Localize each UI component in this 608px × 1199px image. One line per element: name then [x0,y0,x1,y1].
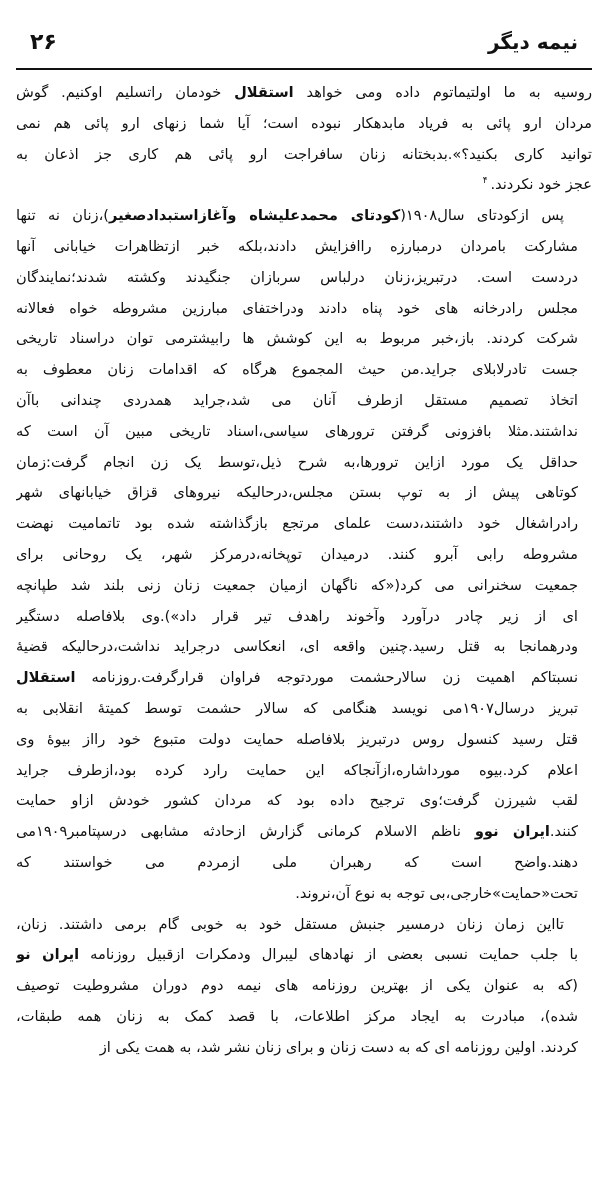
emphasized-text: استقلال [16,669,76,687]
body-text [16,78,592,1064]
text-line: دردست است. درتبریز،زنان درلباس سربازان جنگیدند وکشته شدند؛نمایندگان [16,268,578,286]
text-line: با جلب حمایت نسبی بعضی از نهادهای لیبرال ودمکرات ازقبیل روزنامه ایران نو [16,946,579,964]
emphasized-text: ایران نو [16,946,80,964]
text-line: شرکت کردند. باز،خبر مربوط به این کوشش ها رابیشترمی توان دراسناد تاریخی [16,330,578,348]
paragraph-p2 [16,201,592,909]
footnote-marker: ۴ [482,176,491,187]
text-line: قتل رسید کنسول روس درتبریز بلافاصله حمایت دولت متبوع خود رااز بیوهٔ وی [16,730,578,748]
text-line: مجلس رادرخانه های خود پناه دادند ودراختفای مبارزین مشروطه خواه فعالانه [16,299,578,317]
page-number: ۲۶ [30,30,57,55]
text-line: توانید کاری بکنید؟».بدبختانه زنان سافراجت ارو پائی هم کاری جز اذعان به [16,145,592,163]
running-title: نیمه دیگر [487,30,578,54]
text-line: رادراشغال خود داشتند،دست علمای مرتجع بازگذاشته شده بود تاتمامیت نهضت [16,515,578,533]
paragraph-p3 [16,910,592,1064]
text-line: پس ازکودتای سال۱۹۰۸(کودتای محمدعلیشاه وآغازاستبدادصغیر)،زنان نه تنها [16,207,564,225]
text-line: تحت«حمایت»خارجی،بی توجه به نوع آن،نروند. [295,884,578,902]
text-line: اعلام کرد.بیوه مورداشاره،ازآنجاکه این حمایت رارد کرده بود،ازطرف جراید [16,761,578,779]
text-line: روسیه به ما اولتیماتوم داده ومی خواهد استقلال خودمان راتسلیم اوکنیم. گوش [16,84,592,101]
text-line: کنند.ایران نوو ناظم الاسلام کرمانی گزارش ازحادثه مشابهی درسپتامبر۱۹۰۹می [16,823,578,841]
text-line: تااین زمان زنان درمسیر جنبش مستقل خود به خوبی گام برمی داشتند. زنان، [16,915,564,933]
paragraph-p1 [16,78,592,201]
text-line: اتخاذ تصمیم مستقل ازطرف آنان می شد،جراید همدردی چندانی باآن [16,391,578,409]
text-line: نداشتند.مثلا بافزونی گرفتن ترورهای سیاسی،اسناد تاریخی مبین آن است که [16,422,578,440]
emphasized-text: کودتای محمدعلیشاه وآغازاستبدادصغیر [108,207,401,225]
text-line: عجز خود نکردند. $^۴$ [482,176,592,194]
text-line: (که به عنوان یکی از بهترین روزنامه های نیمه دوم دوران مشروطیت توصیف [16,977,578,995]
text-line: جمعیت سخنرانی می کرد(«که ناگهان ازمیان جمعیت زنان زنی بلند شد طپانچه [16,576,578,594]
text-line: کوتاهی پیش از به توپ بستن مجلس،درحالیکه نیروهای قزاق خیابانهای شهر [16,484,578,502]
text-line: دهند.واضح است که رهبران ملی ازمردم می خواستند که [16,853,578,871]
text-line: ودرهمانجا به قتل رسید.چنین واقعه ای، انعکاسی درجراید نداشت،درحالیکه قضیهٔ [16,638,578,656]
text-line: لقب شیرزن گرفت؛وی ترجیح داده بود که مردان کشور خودش ازاو حمایت [16,792,578,810]
text-line: نسبتاکم اهمیت زن سالارحشمت موردتوجه فراوان قرارگرفت.روزنامه استقلال [16,669,578,687]
text-line: مردان ارو پائی به فریاد مابدهکار نبوده است؛ آیا شما زنهای ارو پائی هم نمی [16,114,592,132]
emphasized-text: استقلال [234,84,294,101]
text-line: مشروطه رابی آبرو کنند. درمیدان توپخانه،درمرکز شهر، یک روحانی برای [16,545,578,563]
text-line: ای از زیر چادر درآورد وآخوند راهدف تیر قرار داد»).وی بلافاصله دستگیر [16,607,578,625]
text-line: جست تادرلابلای جراید.من حیث المجموع هرگاه که اقدامات زنان معطوف به [16,361,578,379]
text-line: حداقل یک مورد ازاین ترورها،به شرح ذیل،توسط یک زن انجام گرفت:زمان [16,453,578,471]
page-header [16,30,592,70]
text-line: کردند. اولین روزنامه ای که به دست زنان و برای زنان نشر شد، به همت یکی از [99,1038,578,1056]
text-line: شده)، مبادرت به ایجاد مرکز اطلاعات، با قصد کمک به زنان همه طبقات، [16,1007,578,1025]
emphasized-text: ایران نوو [474,823,550,841]
text-line: تبریز درسال۱۹۰۷می نویسد هنگامی که سالار حشمت توسط کمیتهٔ انقلابی به [16,699,578,717]
text-line: مشارکت بامردان درمبارزه راافزایش دادند،بلکه خبر ازتظاهرات خیابانی آنها [16,237,578,255]
